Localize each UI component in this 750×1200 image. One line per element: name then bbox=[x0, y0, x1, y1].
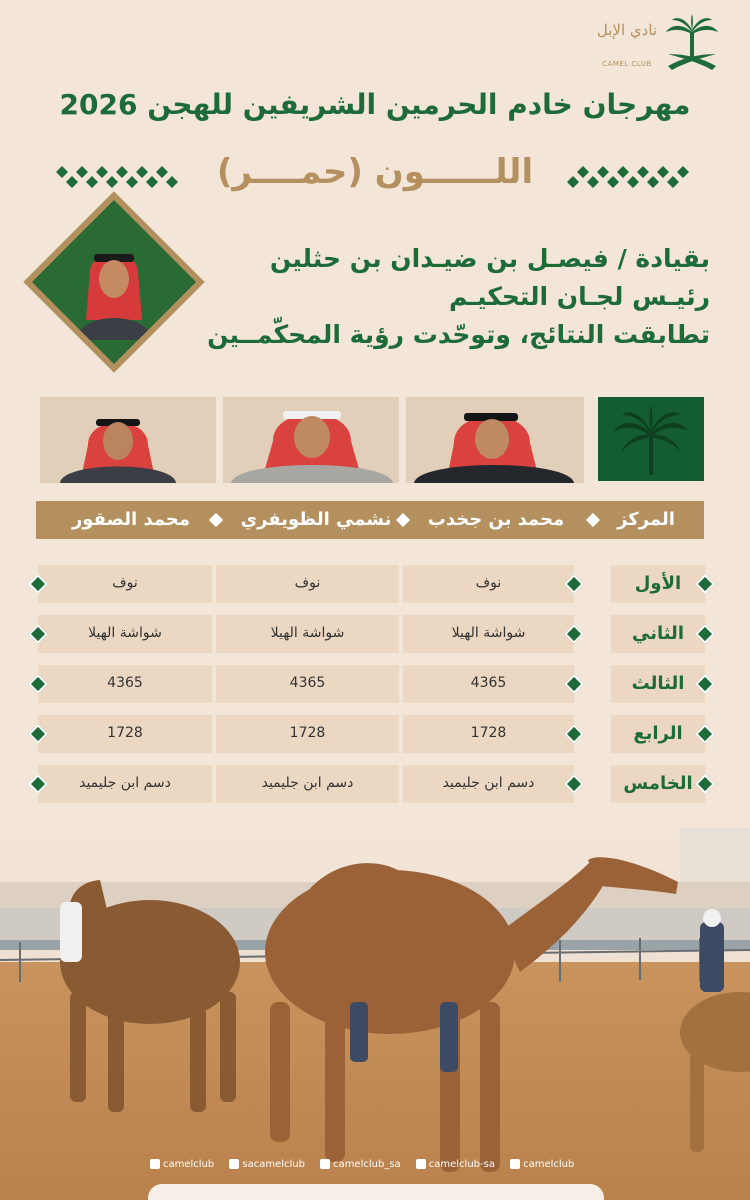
logo-arabic-text: نادي الإبل bbox=[596, 21, 658, 39]
table-cell: نوف bbox=[216, 565, 399, 603]
table-cell: 4365 bbox=[403, 665, 574, 703]
social-link[interactable] bbox=[510, 1159, 574, 1170]
table-cell: شواشة الهيلا bbox=[38, 615, 212, 653]
table-cell: شواشة الهيلا bbox=[216, 615, 399, 653]
x-icon bbox=[150, 1159, 160, 1169]
table-cell: 4365 bbox=[216, 665, 399, 703]
results-table-header bbox=[36, 501, 704, 539]
judge-photo-1 bbox=[406, 397, 584, 483]
social-handle: sacamelclub bbox=[242, 1159, 305, 1170]
table-cell: شواشة الهيلا bbox=[403, 615, 574, 653]
palm-swords-icon bbox=[662, 14, 722, 74]
social-handle: camelclub bbox=[523, 1159, 575, 1170]
facebook-icon bbox=[229, 1159, 239, 1169]
page-title: مهرجان خادم الحرمين الشريفين للهجن 2026 bbox=[59, 88, 691, 121]
table-cell: 1728 bbox=[216, 715, 399, 753]
leader-role: رئيـس لجـان التحكيـم bbox=[448, 282, 710, 311]
leader-portrait bbox=[56, 224, 172, 340]
snapchat-icon bbox=[416, 1159, 426, 1169]
table-cell: نوف bbox=[403, 565, 574, 603]
social-links bbox=[150, 1154, 600, 1174]
rank-label: الثالث bbox=[611, 665, 705, 703]
social-link[interactable] bbox=[229, 1159, 305, 1170]
leader-name: بقيادة / فيصـل بن ضيـدان بن حثلين bbox=[269, 244, 710, 273]
palm-icon bbox=[598, 397, 704, 481]
instagram-icon bbox=[320, 1159, 330, 1169]
header-judge-3: محمد الصقور bbox=[71, 509, 191, 530]
palm-emblem-panel bbox=[598, 397, 704, 481]
rank-label: الأول bbox=[611, 565, 705, 603]
social-handle: camelclub-sa bbox=[428, 1159, 495, 1170]
camel-race-photo bbox=[0, 822, 750, 1200]
social-handle: camelclub bbox=[163, 1159, 215, 1170]
social-link[interactable] bbox=[320, 1159, 401, 1170]
subtitle-color-category: اللــــــون (حمــــر) bbox=[216, 152, 534, 192]
header-judge-2: نشمي الظويفري bbox=[240, 509, 392, 530]
table-cell: دسم ابن جليميد bbox=[38, 765, 212, 803]
table-cell: دسم ابن جليميد bbox=[216, 765, 399, 803]
diamond-icon bbox=[209, 513, 223, 527]
table-cell: دسم ابن جليميد bbox=[403, 765, 574, 803]
camel-club-logo bbox=[596, 14, 726, 78]
table-cell: 4365 bbox=[38, 665, 212, 703]
header-rank: المركز bbox=[617, 509, 675, 530]
table-cell: 1728 bbox=[38, 715, 212, 753]
table-cell: نوف bbox=[38, 565, 212, 603]
judge-photo-3 bbox=[40, 397, 216, 483]
logo-english-text: CAMEL CLUB bbox=[602, 60, 652, 68]
social-link[interactable] bbox=[150, 1159, 214, 1170]
rank-label: الرابع bbox=[611, 715, 705, 753]
right-diamond-ornament bbox=[553, 158, 698, 192]
leader-portrait-frame bbox=[23, 191, 204, 372]
social-link[interactable] bbox=[416, 1159, 495, 1170]
leader-statement: تطابقت النتائج، وتوحّدت رؤية المحكّمــين bbox=[207, 320, 710, 349]
rank-label: الخامس bbox=[611, 765, 705, 803]
header-judge-1: محمد بن جخدب bbox=[427, 509, 565, 530]
diamond-icon bbox=[586, 513, 600, 527]
linkedin-icon bbox=[510, 1159, 520, 1169]
leader-caption bbox=[207, 240, 710, 354]
judge-photo-2 bbox=[223, 397, 399, 483]
social-handle: camelclub_sa bbox=[333, 1159, 401, 1170]
table-cell: 1728 bbox=[403, 715, 574, 753]
bottom-pill bbox=[148, 1184, 604, 1200]
rank-label: الثاني bbox=[611, 615, 705, 653]
